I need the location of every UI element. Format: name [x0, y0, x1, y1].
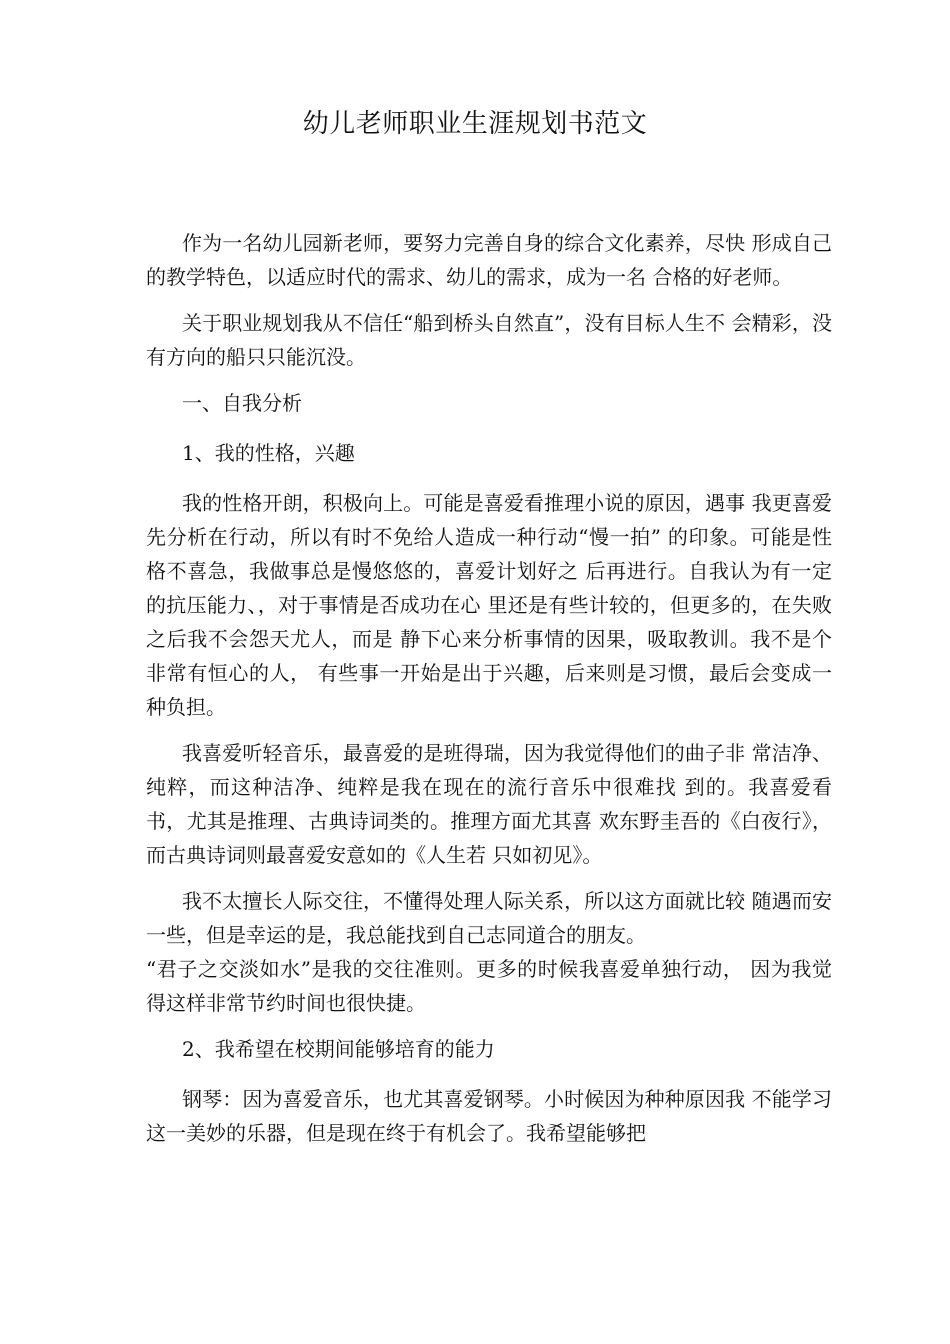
document-title: 幼儿老师职业生涯规划书范文	[302, 109, 648, 139]
subheading-abilities: 2、我希望在校期间能够培育的能力	[182, 1037, 495, 1061]
paragraph-piano: 钢琴：因为喜爱音乐，也尤其喜爱钢琴。小时候因为种种原因我 不能学习这一美妙的乐器，但是现在终于有机会了。我希望能够把	[146, 1087, 832, 1145]
paragraph-planning-belief: 关于职业规划我从不信任“船到桥头自然直”，没有目标人生不 会精彩，没有方向的船只只能沉没。	[146, 311, 832, 369]
paragraph-personality: 我的性格开朗，积极向上。可能是喜爱看推理小说的原因，遇事 我更喜爱先分析在行动，所以有时不免给人造成一种行动“慢一拍” 的印象。可能是性格不喜急，我做事总是慢悠悠的，喜爱计划好之 后再进行。自我认为有一定的抗压能力、，对于事情是否成功在心 里还是有些计较的，但更多的，在失败之后我不会怨天尤人，而是 静下心来分析事情的因果，吸取教训。我不是个非常有恒心的人， 有些事一开始是出于兴趣，后来则是习惯，最后会变成一种负担。	[146, 491, 832, 719]
paragraph-social-principle: “君子之交淡如水”是我的交往准则。更多的时候我喜爱单独行动， 因为我觉得这样非常节约时间也很快捷。	[146, 957, 832, 1015]
paragraph-social: 我不太擅长人际交往，不懂得处理人际关系，所以这方面就比较 随遇而安一些，但是幸运的是，我总能找到自己志同道合的朋友。	[146, 889, 832, 947]
subheading-personality-interests: 1、我的性格，兴趣	[182, 441, 355, 465]
paragraph-interests: 我喜爱听轻音乐，最喜爱的是班得瑞，因为我觉得他们的曲子非 常洁净、纯粹，而这种洁净、纯粹是我在现在的流行音乐中很难找 到的。我喜爱看书，尤其是推理、古典诗词类的。推理方面尤其喜 欢东野圭吾的《白夜行》，而古典诗词则最喜爱安意如的《人生若 只如初见》。	[146, 741, 832, 867]
paragraph-intro: 作为一名幼儿园新老师，要努力完善自身的综合文化素养，尽快 形成自己的教学特色，以适应时代的需求、幼儿的需求，成为一名 合格的好老师。	[146, 231, 832, 289]
section-heading-self-analysis: 一、自我分析	[182, 391, 302, 415]
document-body	[146, 226, 832, 1162]
